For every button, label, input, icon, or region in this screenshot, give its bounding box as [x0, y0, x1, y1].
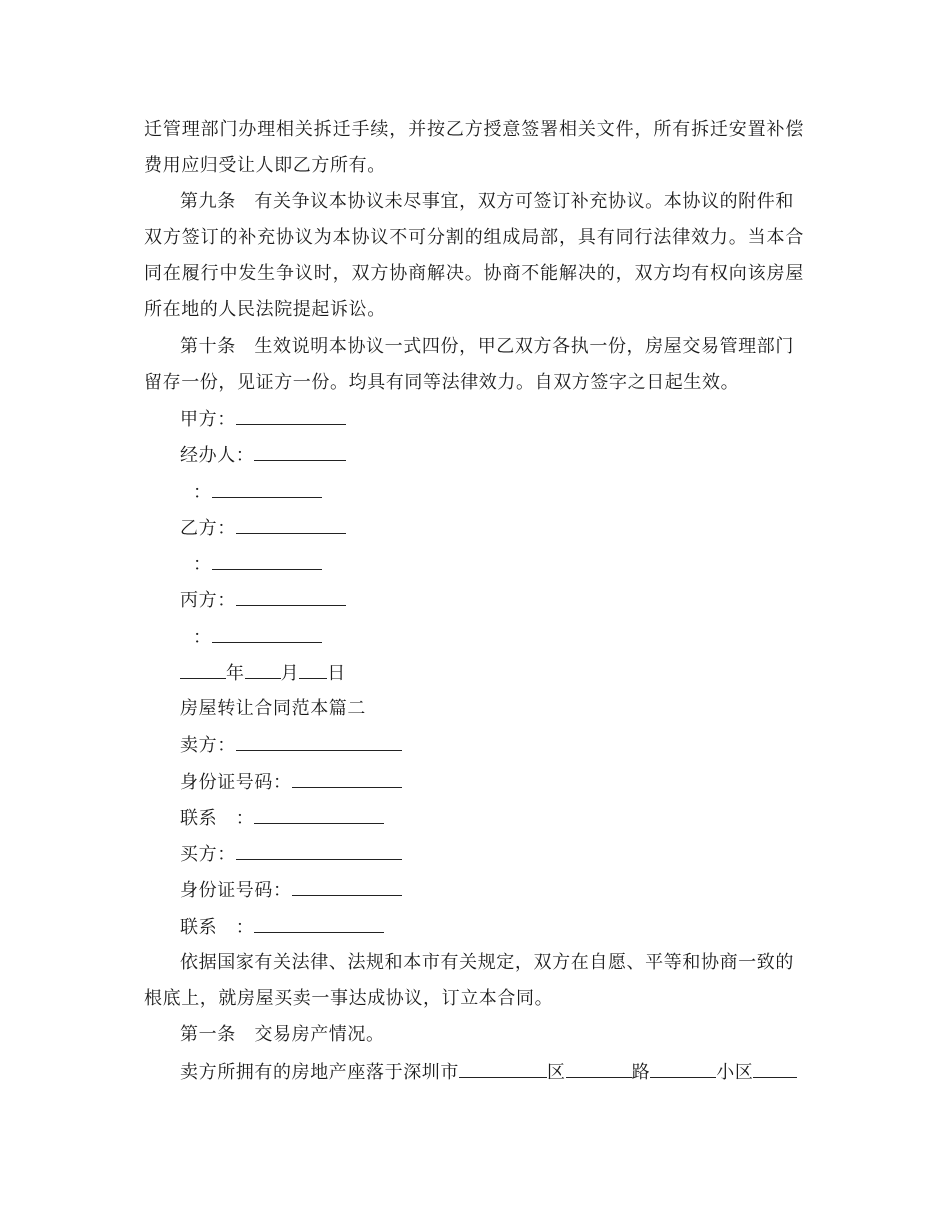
district-label: 区	[547, 1062, 566, 1083]
party-a-blank[interactable]	[236, 408, 346, 425]
para-relocation-line-2: 费用应归受让人即乙方所有。	[144, 155, 386, 176]
intro-line-2: 根底上，就房屋买卖一事达成协议，订立本合同。	[144, 988, 554, 1009]
colon-blank-3[interactable]	[212, 626, 322, 643]
colon-row-2	[193, 553, 322, 576]
city-blank[interactable]	[459, 1061, 547, 1078]
property-location-label: 卖方所拥有的房地产座落于深圳市	[180, 1062, 459, 1083]
district-blank[interactable]	[566, 1061, 632, 1078]
date-row	[180, 662, 346, 685]
buyer-id-row	[180, 879, 402, 902]
date-month-label: 月	[280, 663, 300, 684]
agent-blank[interactable]	[254, 444, 346, 461]
buyer-blank[interactable]	[236, 843, 402, 860]
buyer-row	[180, 843, 402, 866]
road-label: 路	[631, 1062, 651, 1083]
agent-label: 经办人：	[180, 445, 255, 466]
article-10-line-2: 留存一份，见证方一份。均具有同等法律效力。自双方签字之日起生效。	[144, 372, 740, 393]
party-b-blank[interactable]	[236, 517, 346, 534]
buyer-contact-label: 联系 ：	[180, 917, 255, 938]
seller-label: 卖方：	[180, 735, 236, 756]
year-blank[interactable]	[180, 662, 226, 679]
month-blank[interactable]	[245, 662, 281, 679]
para-relocation-line-1: 迁管理部门办理相关拆迁手续，并按乙方授意签署相关文件，所有拆迁安置补偿	[144, 119, 804, 140]
seller-blank[interactable]	[236, 734, 402, 751]
date-year-label: 年	[226, 663, 245, 684]
road-blank[interactable]	[650, 1061, 716, 1078]
seller-id-blank[interactable]	[292, 771, 402, 788]
party-b-row	[180, 517, 346, 540]
seller-id-label: 身份证号码：	[180, 772, 292, 793]
colon-row-1	[193, 481, 322, 504]
community-blank[interactable]	[753, 1061, 797, 1078]
community-label: 小区	[716, 1062, 754, 1083]
colon-label-1: ：	[193, 482, 212, 503]
article-1-title: 第一条 交易房产情况。	[180, 1024, 385, 1045]
colon-blank-2[interactable]	[212, 553, 322, 570]
seller-id-row	[180, 771, 402, 794]
buyer-contact-blank[interactable]	[254, 916, 384, 933]
buyer-contact-row	[180, 916, 384, 939]
buyer-id-blank[interactable]	[292, 879, 402, 896]
date-day-label: 日	[327, 663, 346, 684]
party-c-label: 丙方：	[180, 590, 236, 611]
party-a-label: 甲方：	[180, 409, 236, 430]
article-1-line-1	[180, 1061, 797, 1084]
article-10-line-1: 第十条 生效说明本协议一式四份，甲乙双方各执一份，房屋交易管理部门	[180, 336, 794, 357]
buyer-label: 买方：	[180, 844, 236, 865]
article-9-line-3: 同在履行中发生争议时，双方协商解决。协商不能解决的，双方均有权向该房屋	[144, 263, 804, 284]
colon-blank-1[interactable]	[212, 481, 322, 498]
colon-label-3: ：	[193, 627, 212, 648]
seller-row	[180, 734, 402, 757]
buyer-id-label: 身份证号码：	[180, 880, 292, 901]
party-c-row	[180, 589, 346, 612]
intro-line-1: 依据国家有关法律、法规和本市有关规定，双方在自愿、平等和协商一致的	[180, 952, 794, 973]
seller-contact-label: 联系 ：	[180, 808, 255, 829]
party-c-blank[interactable]	[236, 589, 346, 606]
party-b-label: 乙方：	[180, 518, 236, 539]
party-a-row	[180, 408, 346, 431]
article-9-line-2: 双方签订的补充协议为本协议不可分割的组成局部，具有同行法律效力。当本合	[144, 227, 804, 248]
article-9-line-4: 所在地的人民法院提起诉讼。	[144, 299, 386, 320]
section-2-title: 房屋转让合同范本篇二	[180, 698, 366, 719]
day-blank[interactable]	[299, 662, 327, 679]
article-9-line-1: 第九条 有关争议本协议未尽事宜，双方可签订补充协议。本协议的附件和	[180, 191, 794, 212]
seller-contact-row	[180, 807, 384, 830]
colon-row-3	[193, 626, 322, 649]
agent-row	[180, 444, 346, 467]
colon-label-2: ：	[193, 554, 212, 575]
seller-contact-blank[interactable]	[254, 807, 384, 824]
